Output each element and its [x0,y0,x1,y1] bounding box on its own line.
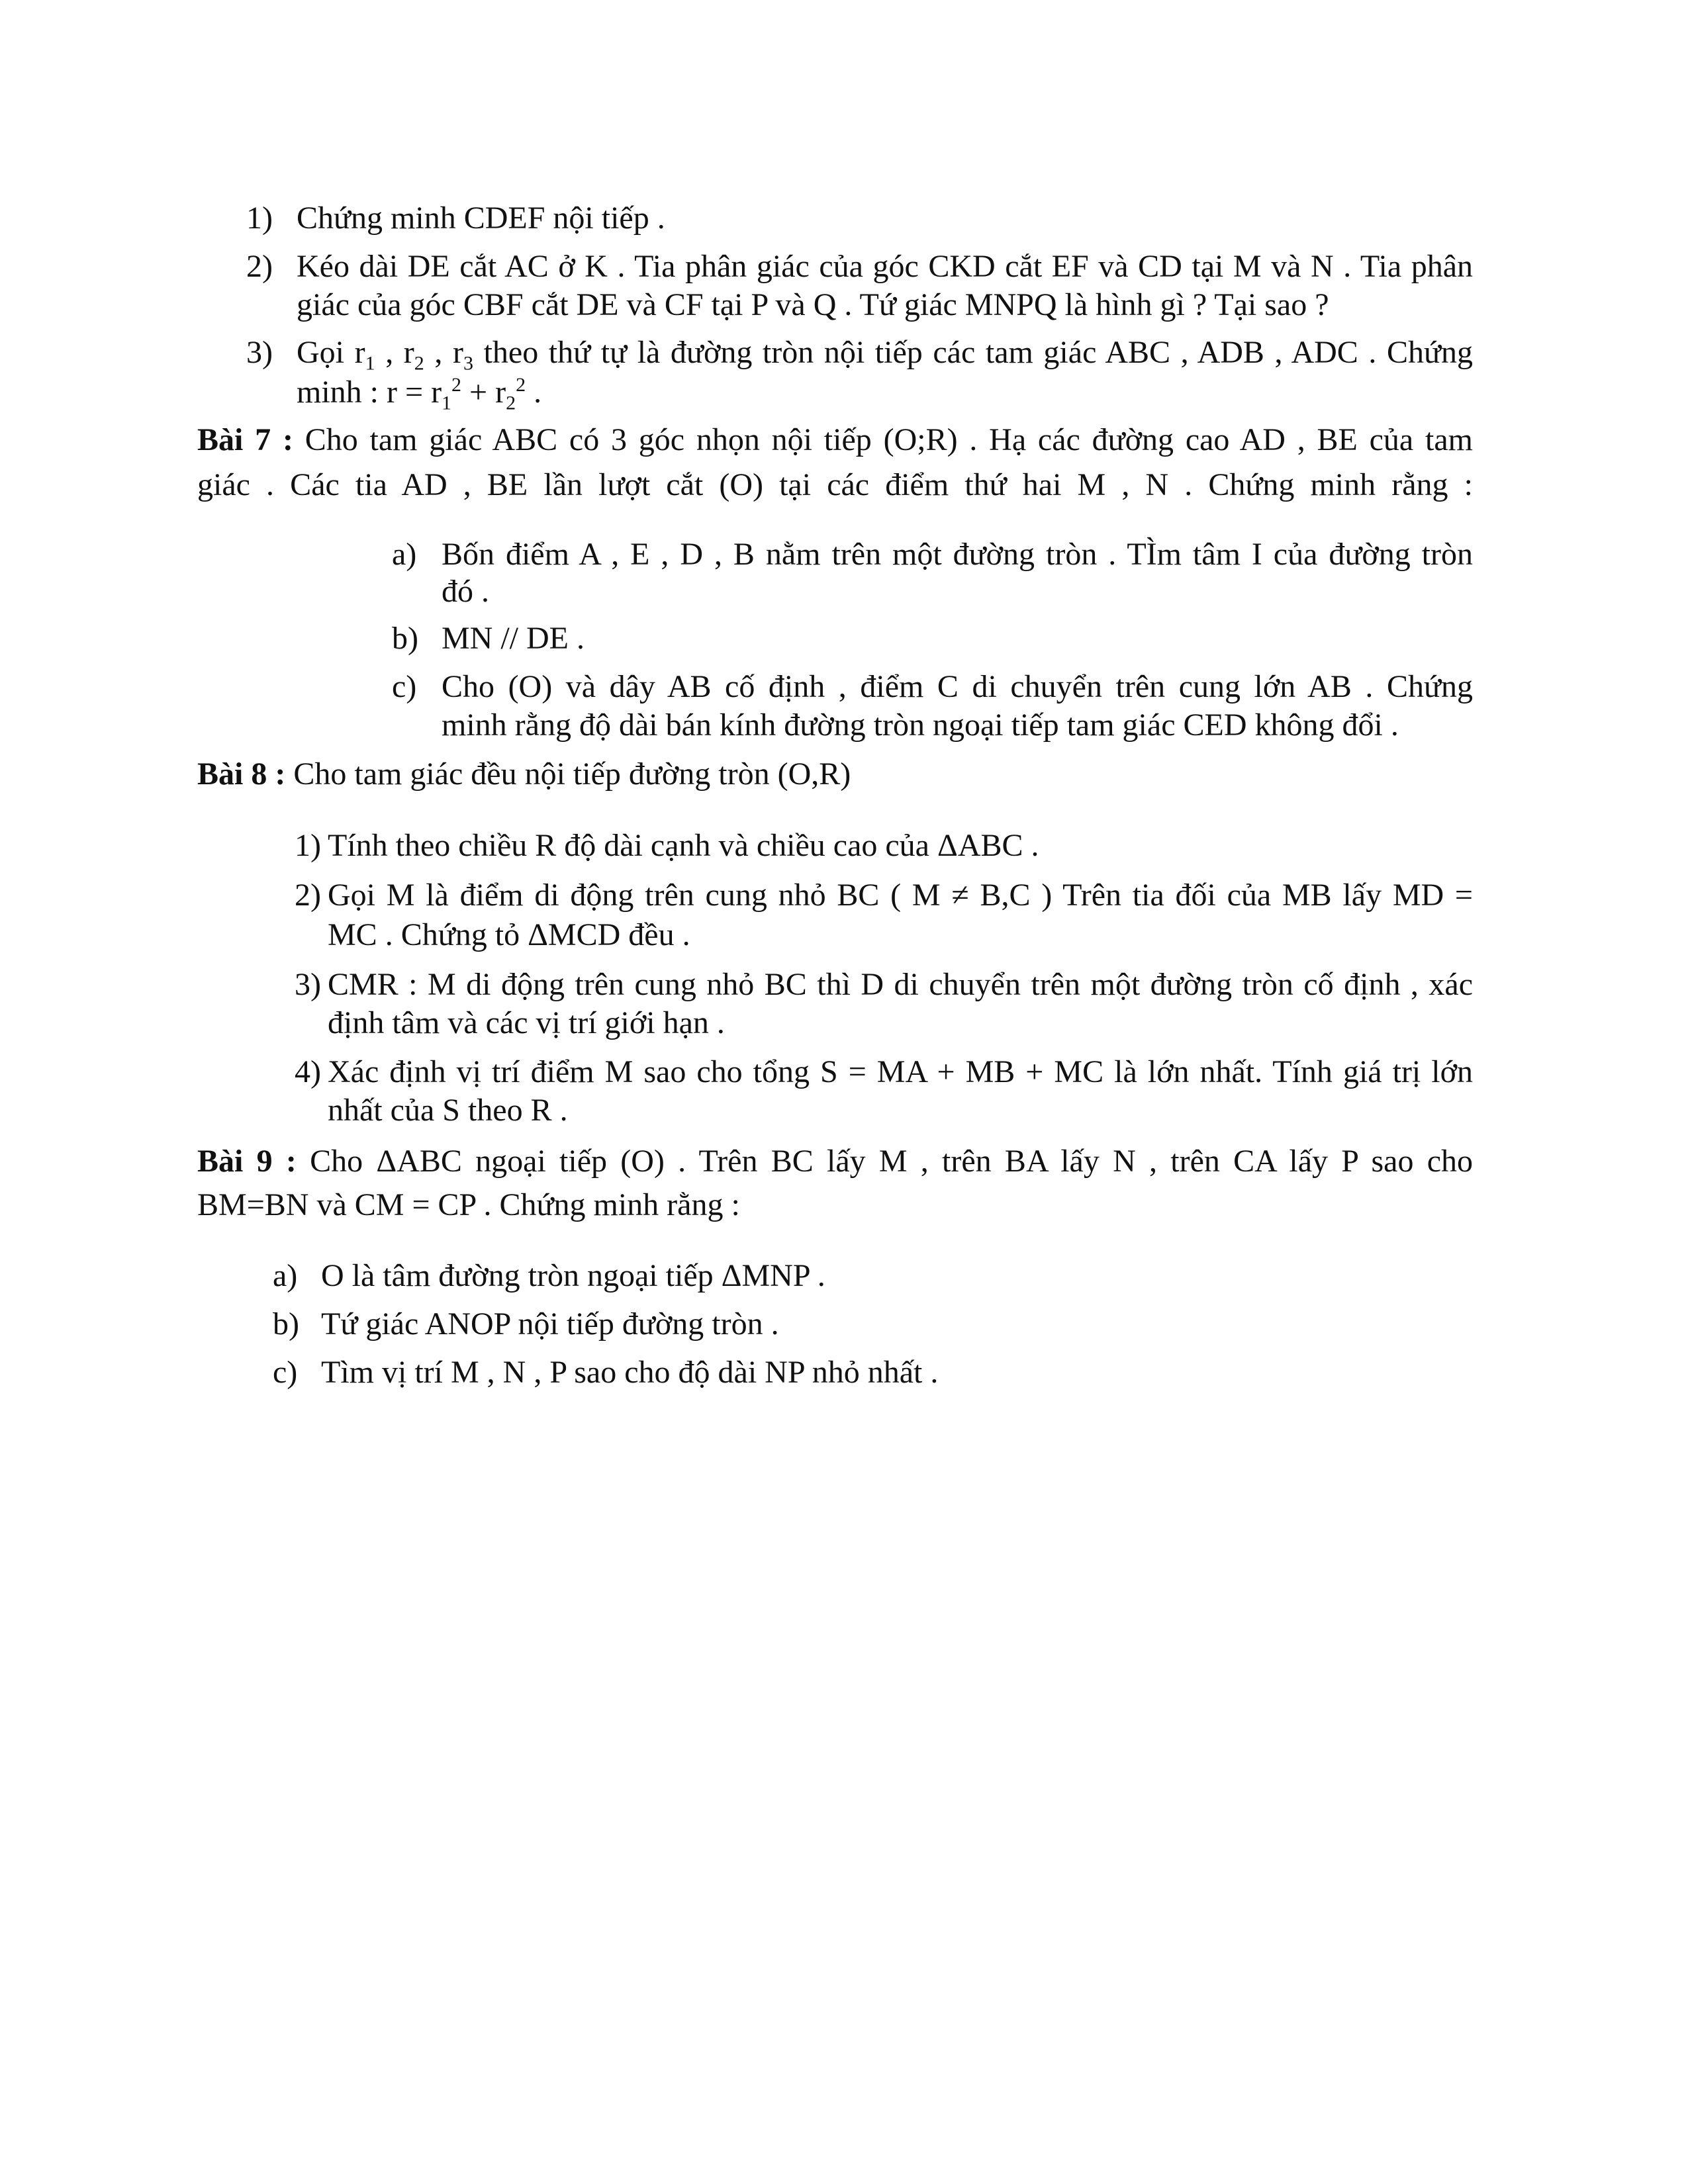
item-text: minh rằng độ dài bán kính đường tròn ngoại tiếp tam giác CED không đổi . [442,707,1399,743]
item-number: b) [392,621,418,656]
item-number: 1) [246,201,273,236]
item-number: 2) [295,878,321,913]
item-number: 3) [246,335,273,370]
bai8-heading: Bài 8 : [197,756,286,792]
item-number: b) [273,1306,299,1342]
bai9-intro: Bài 9 : Cho ΔABC ngoại tiếp (O) . Trên BC lấy M , trên BA lấy N , trên CA lấy P sao cho [197,1144,1473,1179]
item-number: c) [392,669,417,704]
item-text: MC . Chứng tỏ ΔMCD đều . [328,917,690,952]
item-text: Gọi $r_1$ , $r_2$ , $r_3$ theo thứ tự là đường tròn nội tiếp các tam giác ABC , ADB , ADC . Chứng [297,335,1474,375]
bai9-intro: BM=BN và CM = CP . Chứng minh rằng : [197,1187,740,1222]
item-text: đó . [442,574,489,609]
item-text: Cho (O) và dây AB cố định , điểm C di chuyển trên cung lớn AB . Chứng [442,669,1473,704]
bai9-heading: Bài 9 : [197,1144,297,1179]
bai7-intro: Bài 7 : Cho tam giác ABC có 3 góc nhọn nội tiếp (O;R) . Hạ các đường cao AD , BE của tam [197,422,1473,457]
bai7-intro: giác . Các tia AD , BE lần lượt cắt (O) tại các điểm thứ hai M , N . Chứng minh rằng : [197,467,1473,502]
item-text: Bốn điểm A , E , D , B nằm trên một đường tròn . TÌm tâm I của đường tròn [442,537,1473,572]
bai7-heading: Bài 7 : [197,422,293,457]
item-text: Tứ giác ANOP nội tiếp đường tròn . [321,1306,779,1342]
item-text: Xác định vị trí điểm M sao cho tổng S = MA + MB + MC là lớn nhất. Tính giá trị lớn [328,1054,1473,1089]
item-text: Kéo dài DE cắt AC ở K . Tia phân giác của góc CKD cắt EF và CD tại M và N . Tia phân [297,249,1473,284]
bai8-intro: Bài 8 : Cho tam giác đều nội tiếp đường tròn (O,R) [197,756,851,792]
item-text: định tâm và các vị trí giới hạn . [328,1005,725,1040]
item-text: minh : $r = r_1^2 + r_2^2$ . [297,374,542,414]
item-text: nhất của S theo R . [328,1093,568,1128]
item-number: a) [273,1258,298,1293]
item-number: 4) [295,1054,321,1089]
item-text: O là tâm đường tròn ngoại tiếp ΔMNP . [321,1258,825,1293]
item-text: Tính theo chiều R độ dài cạnh và chiều cao của ΔABC . [328,828,1039,863]
item-text: MN // DE . [442,621,585,656]
item-number: c) [273,1355,298,1390]
item-number: 2) [246,249,273,284]
item-text: Chứng minh CDEF nội tiếp . [297,201,665,236]
item-text: Tìm vị trí M , N , P sao cho độ dài NP nhỏ nhất . [321,1355,939,1390]
item-number: 1) [295,828,321,863]
item-text: CMR : M di động trên cung nhỏ BC thì D di chuyển trên một đường tròn cố định , xác [328,967,1473,1002]
item-text: giác của góc CBF cắt DE và CF tại P và Q . Tứ giác MNPQ là hình gì ? Tại sao ? [297,287,1329,322]
item-number: 3) [295,967,321,1002]
item-number: a) [392,537,417,572]
item-text: Gọi M là điểm di động trên cung nhỏ BC ( M ≠ B,C ) Trên tia đối của MB lấy MD = [328,878,1473,913]
